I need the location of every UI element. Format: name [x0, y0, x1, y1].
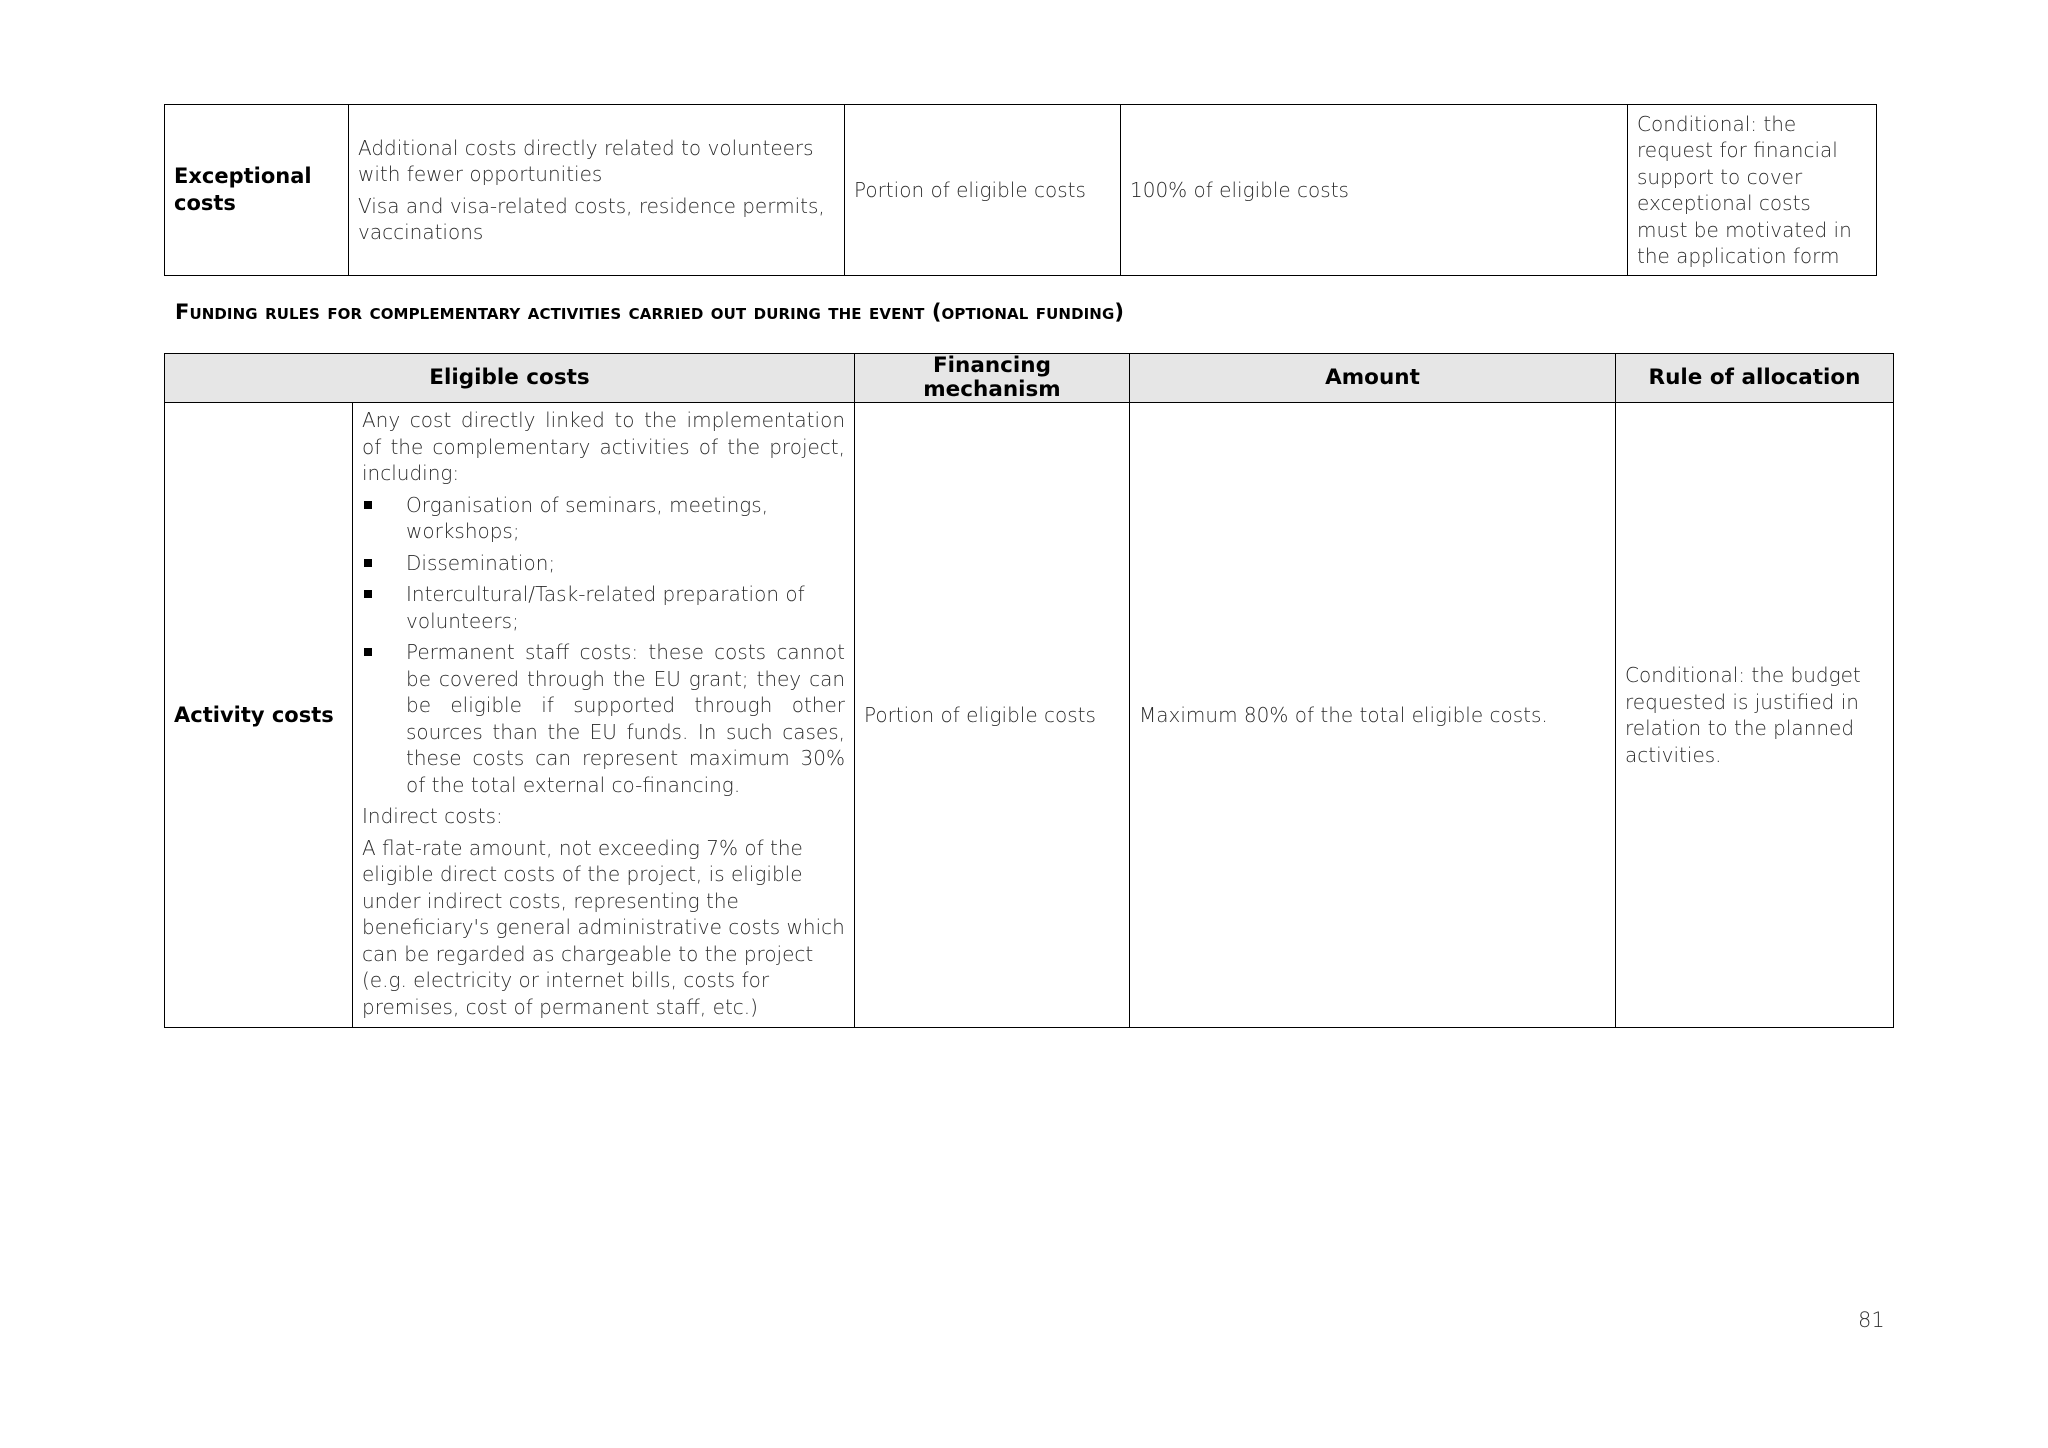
rule-of-allocation-cell: Conditional: the request for financial support to cover exceptional costs must be motivated in the application form [1628, 105, 1877, 276]
bullet-icon [364, 501, 372, 509]
indirect-costs-text: A flat-rate amount, not exceeding 7% of the eligible direct costs of the project, is eligible under indirect costs, representing the beneficiary's general administrative costs which can be regarded as chargeable to the project (e.g. electricity or internet bills, costs for premises, cost of permanent staff, etc.) [362, 835, 845, 1019]
eligible-cost-item: Additional costs directly related to volunteers with fewer opportunities [358, 135, 814, 186]
eligible-costs-cell [349, 105, 845, 276]
list-item: Dissemination; [362, 550, 845, 577]
complementary-activities-table [164, 353, 1894, 1028]
bullet-icon [364, 648, 372, 656]
indirect-costs-title: Indirect costs: [362, 804, 503, 828]
list-item: Organisation of seminars, meetings, workshops; [362, 492, 845, 545]
table-row [165, 105, 1877, 276]
header-row [165, 354, 1894, 403]
financing-mechanism-cell: Portion of eligible costs [855, 403, 1130, 1028]
rule-of-allocation-cell: Conditional: the budget requested is justified in relation to the planned activities. [1616, 403, 1894, 1028]
row-label: Exceptional costs [165, 105, 349, 276]
header-amount: Amount [1130, 354, 1616, 403]
section-heading: Funding rules for complementary activities carried out during the event (optional funding) [175, 300, 1125, 324]
list-item: Intercultural/Task-related preparation of volunteers; [362, 581, 845, 634]
eligible-costs-cell [353, 403, 855, 1028]
eligible-costs-intro: Any cost directly linked to the implementation of the complementary activities of the project, including: [362, 408, 845, 485]
page-number: 81 [1858, 1308, 1885, 1332]
amount-cell: 100% of eligible costs [1121, 105, 1628, 276]
header-rule-of-allocation: Rule of allocation [1616, 354, 1894, 403]
list-item: Permanent staff costs: these costs cannot be covered through the EU grant; they can be eligible if supported through other sources than the EU funds. In such cases, these costs can represent maximum 30% of the total external co-financing. [362, 639, 845, 798]
eligible-cost-item: Visa and visa-related costs, residence permits, vaccinations [358, 193, 825, 244]
header-eligible-costs: Eligible costs [165, 354, 855, 403]
bullet-icon [364, 590, 372, 598]
eligible-costs-list [362, 492, 845, 799]
table-row [165, 403, 1894, 1028]
header-financing-mechanism: Financing mechanism [855, 354, 1130, 403]
bullet-icon [364, 559, 372, 567]
exceptional-costs-table [164, 104, 1877, 276]
amount-cell: Maximum 80% of the total eligible costs. [1130, 403, 1616, 1028]
row-label: Activity costs [165, 403, 353, 1028]
financing-mechanism-cell: Portion of eligible costs [845, 105, 1121, 276]
